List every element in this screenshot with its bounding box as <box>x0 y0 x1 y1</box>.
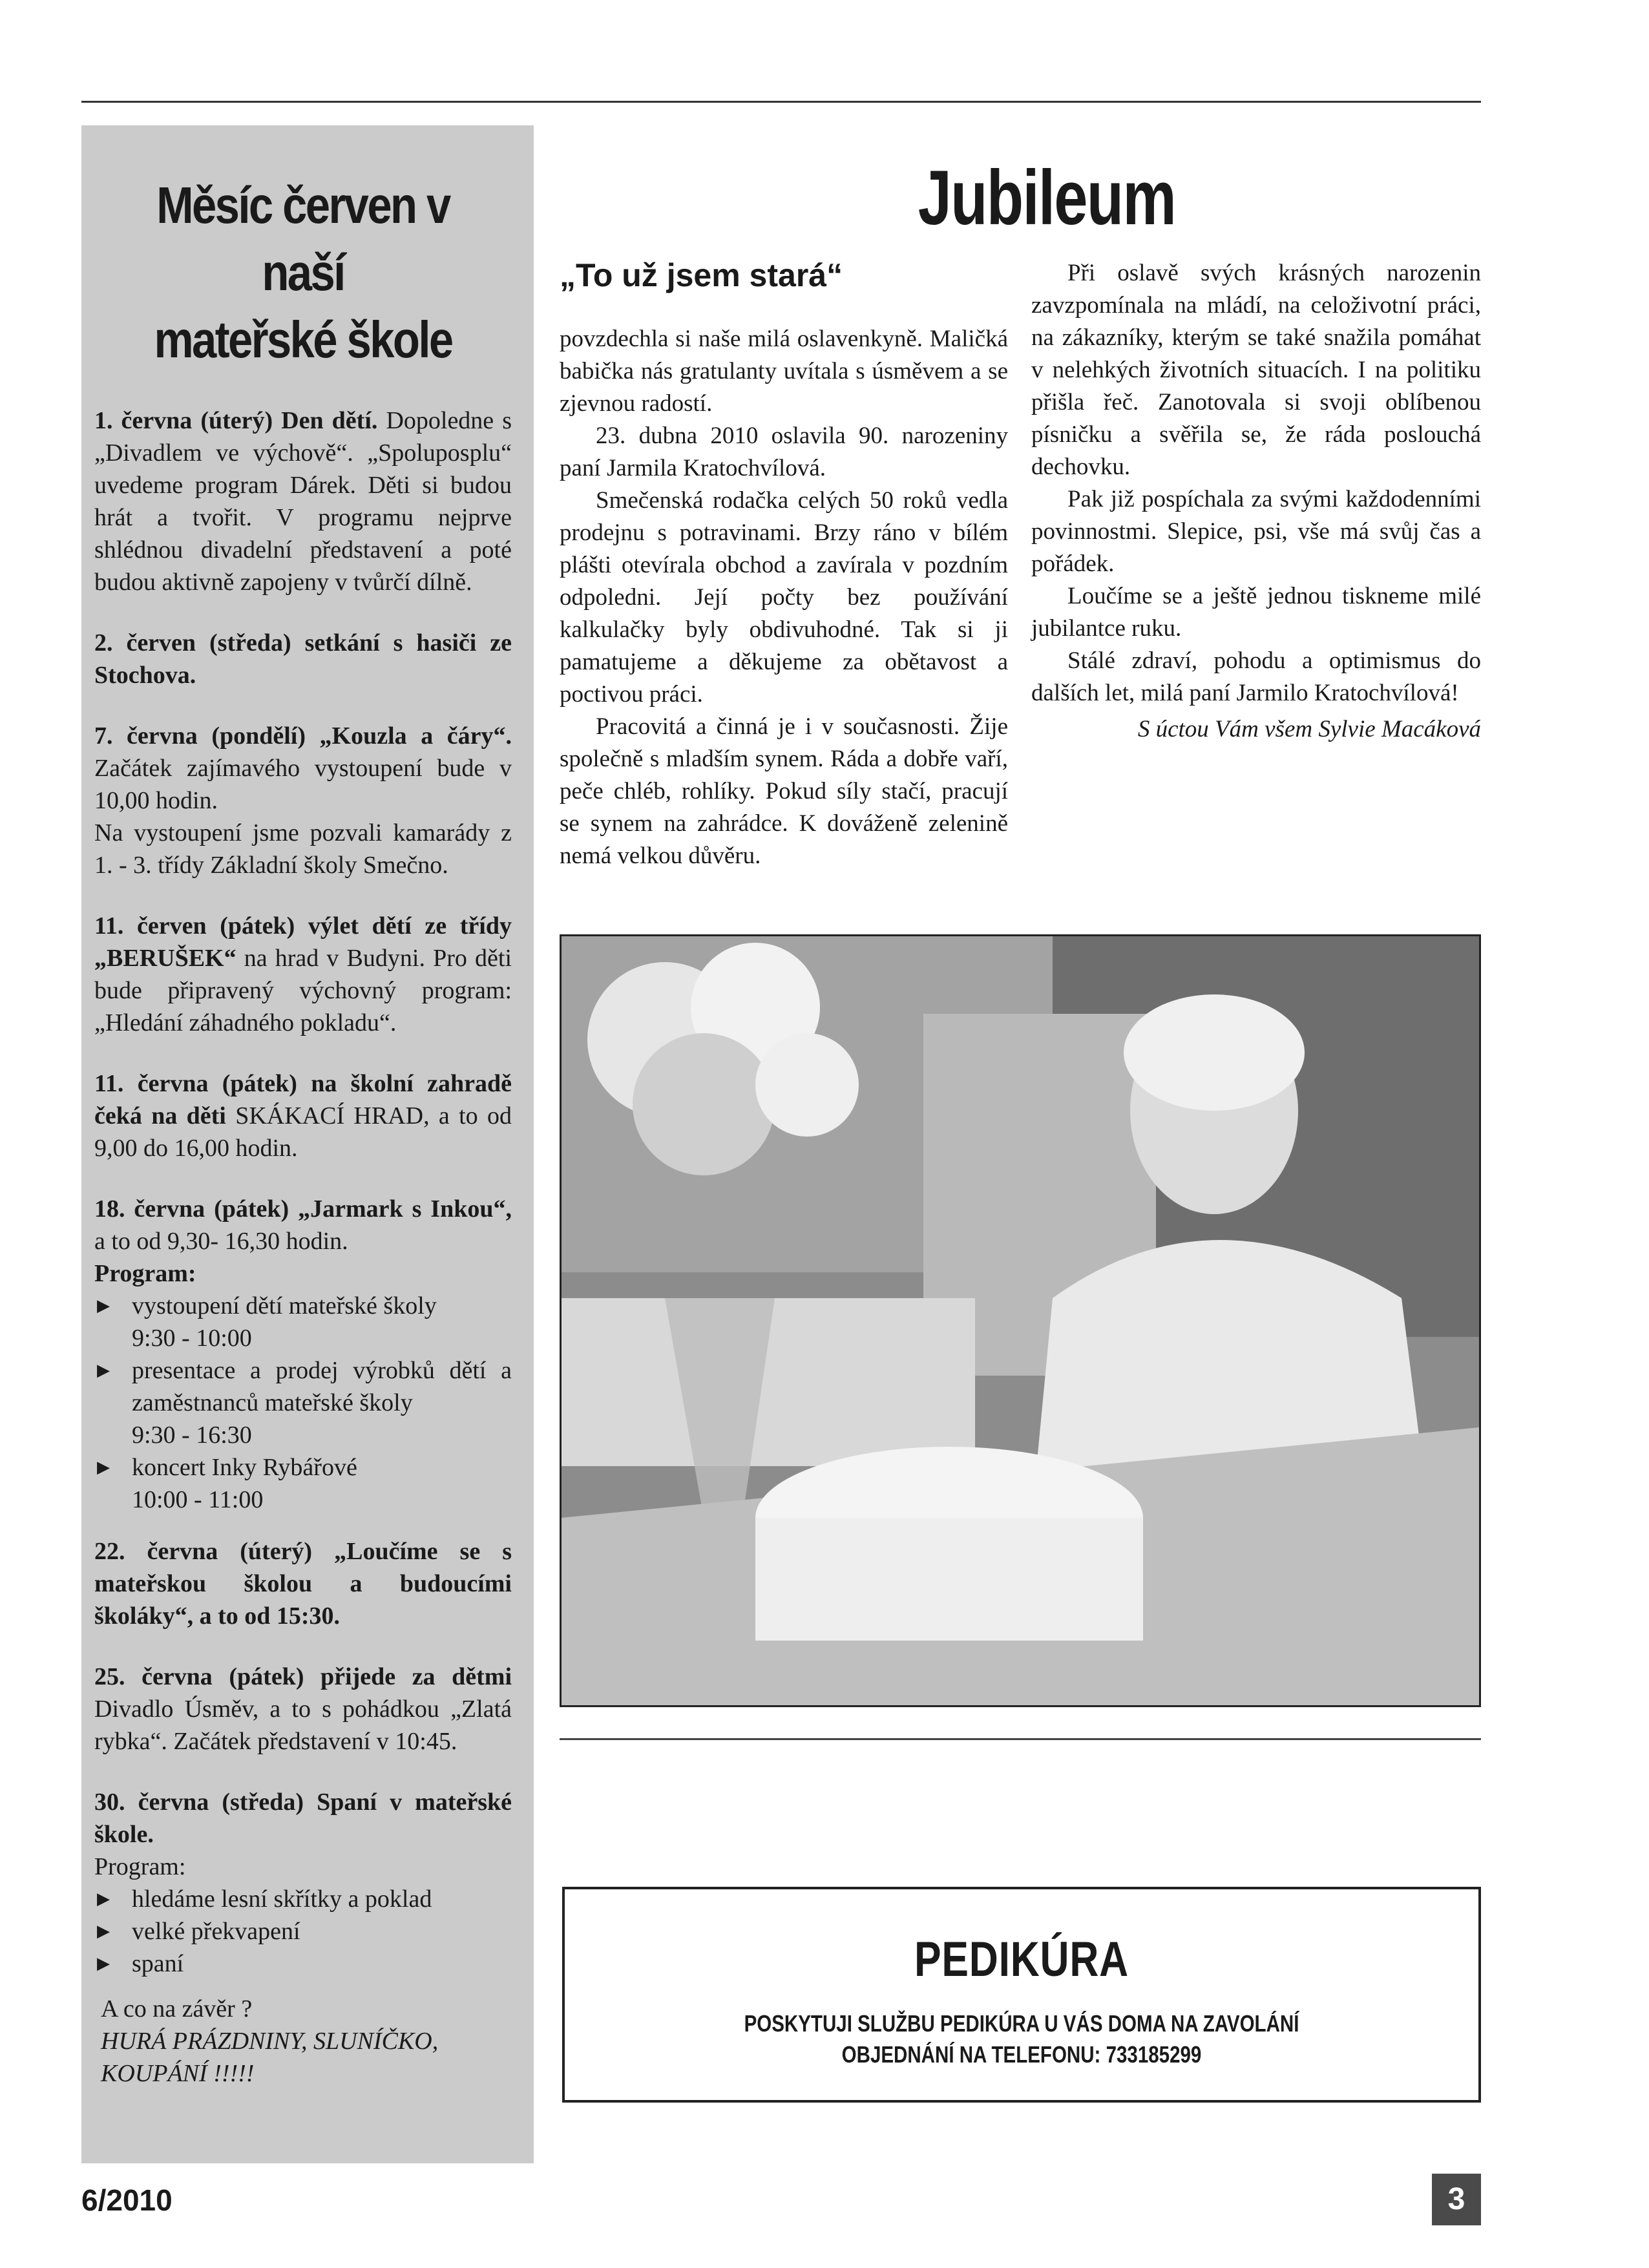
signature: S úctou Vám všem Sylvie Macáková <box>1137 716 1481 742</box>
paragraph: Stálé zdraví, pohodu a optimismus do dalších let, milá paní Jarmilo Kratochvílová! <box>1031 647 1481 706</box>
event-item: 18. června (pátek) „Jarmark s Inkou“, a to od 9,30- 16,30 hodin. Program: ▶ vystoupení dětí mateřské školy 9:30 - 10:00 ▶ presentace a prodej výrobků dětí a zaměstnanců mateřské školy 9:30 - 16:30 ▶ koncert Inky Rybářové 10:00 - 11:00 <box>94 1193 512 1516</box>
bullet-triangle-icon: ▶ <box>97 1954 110 1973</box>
kindergarten-column <box>81 125 534 2163</box>
paragraph: Loučíme se a ještě jednou tiskneme milé jubilantce ruku. <box>1031 583 1481 642</box>
list-item: ▶ velké překvapení <box>94 1915 512 1948</box>
article-title: Jubileum <box>918 154 1176 241</box>
bullet-triangle-icon: ▶ <box>97 1889 110 1908</box>
event-item: 30. června (středa) Spaní v mateřské škole. Program: ▶ hledáme lesní skřítky a poklad ▶ velké překvapení ▶ spaní <box>94 1786 512 1980</box>
issue-number: 6/2010 <box>81 2183 173 2217</box>
paragraph: Pak již pospíchala za svými každodenními povinnostmi. Slepice, psi, vše má svůj čas a pořádek. <box>1031 486 1481 577</box>
photo-divider <box>560 1738 1481 1740</box>
event-item: 1. června (úterý) Den dětí. Dopoledne s „Divadlem ve výchově“. „Spoluposplu“ uvedeme program Dárek. Děti si budou hrát a tvořit. V programu nejprve shlédnou divadelní představení a poté budou aktivně zapojeny v tvůrčí dílně. <box>94 407 512 596</box>
ad-line: POSKYTUJI SLUŽBU PEDIKÚRA U VÁS DOMA NA ZAVOLÁNÍ <box>744 2010 1299 2037</box>
top-rule <box>81 101 1481 103</box>
paragraph: Pracovitá a činná je i v současnosti. Žije společně s mladším synem. Ráda a dobře vaří, peče chléb, rohlíky. Pokud síly stačí, pracují se synem na zahrádce. K dováženě zelenině nemá velkou důvěru. <box>560 713 1008 869</box>
ad-phone: OBJEDNÁNÍ NA TELEFONU: 733185299 <box>841 2041 1202 2068</box>
page-number: 3 <box>1432 2174 1481 2225</box>
bullet-triangle-icon: ▶ <box>97 1361 110 1380</box>
paragraph: Při oslavě svých krásných narozenin zavzpomínala na mládí, na celoživotní práci, na zákazníky, kterým se také snažila pomáhat v nelehkých životních situacích. I na politiku přišla řeč. Zanotovala si svoji oblíbenou písničku a svěřila se, že ráda poslouchá dechovku. <box>1031 260 1481 480</box>
closing-note: A co na závěr ? HURÁ PRÁZDNINY, SLUNÍČKO, KOUPÁNÍ !!!!! <box>101 1995 439 2087</box>
event-item: 11. červen (pátek) výlet dětí ze třídy „BERUŠEK“ na hrad v Budyni. Pro děti bude připravený výchovný program: „Hledání záhadného pokladu“. <box>94 912 512 1036</box>
pedicure-ad <box>562 1887 1481 2103</box>
sleepover-list <box>94 1883 512 1980</box>
jubilee-photo <box>560 934 1481 1707</box>
article-column-1 <box>560 323 1008 872</box>
list-item: ▶ spaní <box>94 1948 512 1980</box>
list-item: ▶ presentace a prodej výrobků dětí a zaměstnanců mateřské školy 9:30 - 16:30 <box>94 1354 512 1451</box>
event-item: 22. června (úterý) „Loučíme se s mateřskou školou a budoucími školáky“, a to od 15:30. <box>94 1538 512 1630</box>
article-column-2 <box>1031 257 1481 746</box>
kindergarten-title: Měsíc červen v naší mateřské škole <box>154 176 452 368</box>
event-item: 2. červen (středa) setkání s hasiči ze Stochova. <box>94 629 512 689</box>
list-item: ▶ vystoupení dětí mateřské školy 9:30 - 10:00 <box>94 1290 512 1354</box>
photo-illustration <box>562 936 1479 1705</box>
event-item: 25. června (pátek) přijede za dětmi Divadlo Úsměv, a to s pohádkou „Zlatá rybka“. Začátek představení v 10:45. <box>94 1663 512 1755</box>
article-subtitle: „To už jsem stará“ <box>560 257 843 293</box>
list-item: ▶ koncert Inky Rybářové 10:00 - 11:00 <box>94 1451 512 1516</box>
bullet-triangle-icon: ▶ <box>97 1458 110 1476</box>
paragraph: 23. dubna 2010 oslavila 90. narozeniny paní Jarmila Kratochvílová. <box>560 423 1008 481</box>
paragraph: povzdechla si naše milá oslavenkyně. Maličká babička nás gratulanty uvítala s úsměvem a se zjevnou radostí. <box>560 326 1008 417</box>
program-list <box>94 1290 512 1516</box>
event-item: 11. června (pátek) na školní zahradě čeká na děti SKÁKACÍ HRAD, a to od 9,00 do 16,00 hodin. <box>94 1070 512 1162</box>
bullet-triangle-icon: ▶ <box>97 1296 110 1315</box>
event-item: 7. června (pondělí) „Kouzla a čáry“. Začátek zajímavého vystoupení bude v 10,00 hodin. Na vystoupení jsme pozvali kamarády z 1. - 3. třídy Základní školy Smečno. <box>94 722 512 879</box>
ad-title: PEDIKÚRA <box>914 1932 1129 1987</box>
bullet-triangle-icon: ▶ <box>97 1922 110 1940</box>
paragraph: Smečenská rodačka celých 50 roků vedla prodejnu s potravinami. Brzy ráno v bílém plášti otevírala obchod a zavírala v pozdním odpoledni. Její počty bez používání kalkulačky byly obdivuhodné. Tak si ji pamatujeme a děkujeme za obětavost a poctivou práci. <box>560 487 1008 708</box>
list-item: ▶ hledáme lesní skřítky a poklad <box>94 1883 512 1915</box>
